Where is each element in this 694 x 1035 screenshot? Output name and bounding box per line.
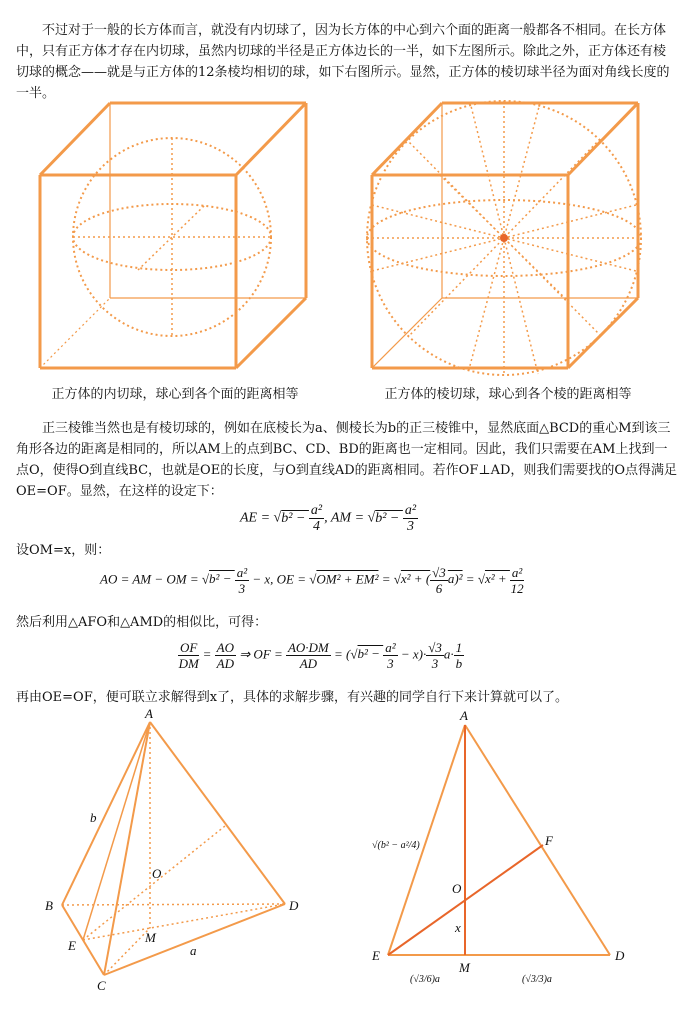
caption-right: 正方体的棱切球，球心到各个棱的距离相等 <box>384 387 632 402</box>
tri-label-o: O <box>452 881 462 896</box>
paragraph-pyramid: 正三棱锥当然也是有棱切球的，例如在底棱长为a、侧棱长为b的正三棱锥中，显然底面△BCD的重心M到该三角形各边的距离是相同的，所以AM上的点到BC、CD、BD的距离也一定相同。因此，我们只需要在AM上找到一点O，使得O到直线BC，也就是OE的长度，与O到直线AD的距离相同。若作OF⊥AD，则我们需要找的O点得满足OE=OF。显然，在这样的设定下： <box>16 421 678 499</box>
pyr-label-d: D <box>289 898 299 913</box>
tri-label-f: F <box>545 833 553 848</box>
tri-label-d: D <box>615 948 625 963</box>
pyr-label-b: B <box>45 898 53 913</box>
paragraph-solve: 再由OE=OF，便可联立求解得到x了，具体的求解步骤，有兴趣的同学自行下来计算就可以了。 <box>16 690 569 705</box>
pyr-label-side-a: a <box>190 943 197 958</box>
tri-label-side-length: √(b² − a²/4) <box>372 840 420 851</box>
tri-label-left-base: (√3/6)a <box>410 974 440 985</box>
pyr-label-c: C <box>97 978 106 993</box>
pyr-label-a-vertex: A <box>145 706 153 721</box>
equation-of: $\frac{OF}{DM}$ = $\frac{AO}{AD}$ ⇒ OF = $\frac{AO\cdot DM}{AD}$ = (√b² − $\frac{\text{a²}}{3}$ − x)· $\frac{√3}{3}$ a· $\frac{1}{b}$ <box>178 640 463 671</box>
tri-label-a: A <box>460 708 468 723</box>
pyramid-3d <box>62 722 285 975</box>
equation-ae-am: AE = √b² − $\frac{\text{a²}}{4}$ , AM = √b² − $\frac{\text{a²}}{3}$ <box>240 503 417 534</box>
tri-label-m: M <box>459 960 470 975</box>
tri-label-x: x <box>455 920 461 935</box>
tri-label-right-base: (√3/3)a <box>522 974 552 985</box>
caption-left: 正方体的内切球，球心到各个面的距离相等 <box>51 387 299 402</box>
cross-section-triangle <box>388 725 610 955</box>
equation-ao-oe: AO = AM − OM = √b² − $\frac{\text{a²}}{3}$ − x, OE = √OM² + EM² = √x² + ( $\frac{√3}{6}$ a)² = √x² + $\frac{\text{a²}}{12}$ <box>100 565 524 596</box>
paragraph-intro: 不过对于一般的长方体而言，就没有内切球了，因为长方体的中心到六个面的距离一般都各不相同。在长方体中，只有正方体才存在内切球，虽然内切球的半径是正方体边长的一半，如下左图所示。除此之外，正方体还有棱切球的概念——就是与正方体的12条棱均相切的球，如下右图所示。显然，正方体的棱切球半径为面对角线长度的一半。 <box>16 23 670 101</box>
pyr-label-e: E <box>68 938 76 953</box>
pyr-label-m: M <box>145 930 156 945</box>
paragraph-let-om: 设OM=x，则： <box>16 543 111 558</box>
paragraph-similar: 然后利用△AFO和△AMD的相似比，可得： <box>16 615 268 630</box>
pyr-label-o: O <box>152 866 162 881</box>
tri-label-e: E <box>372 948 380 963</box>
pyr-label-side-b: b <box>90 810 97 825</box>
